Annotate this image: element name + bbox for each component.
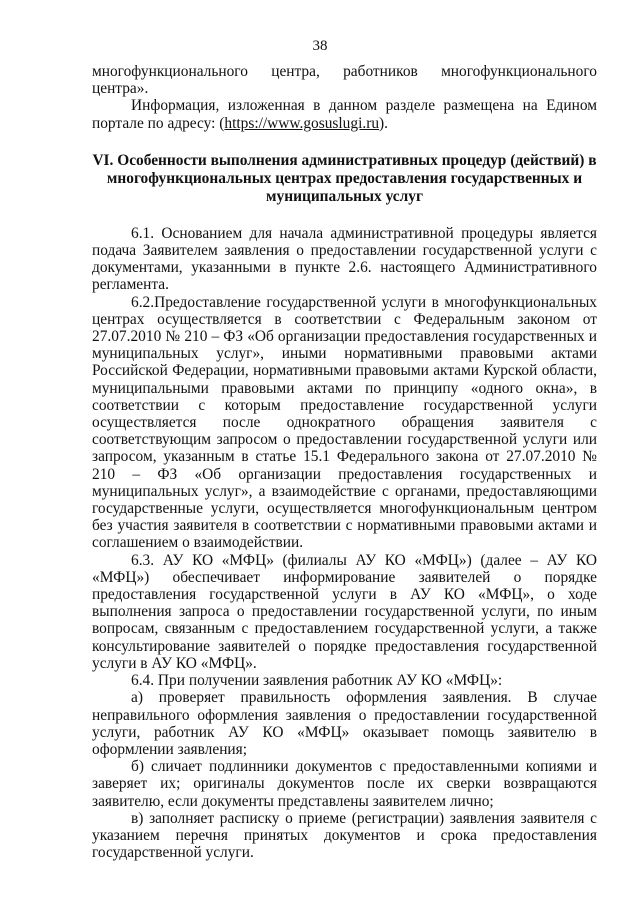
list-item-b: б) сличает подлинники документов с предоставленными копиями и заверяет их; оригиналы документов после их сверки возвращаются заявителю, если документы представлены заявителем лично; xyxy=(92,758,597,810)
paragraph-6-2: 6.2.Предоставление государственной услуги в многофункциональных центрах осуществляется в соответствии с Федеральным законом от 27.07.2010 № 210 – ФЗ «Об организации предоставления государственных и муниципальных услуг», иными нормативными правовыми актами Российской Федерации, нормативными правовыми актами Курской области, муниципальными правовыми актами по принципу «одного окна», в соответствии с которым предоставление государственной услуги осуществляется после однократного обращения заявителя с соответствующим запросом о предоставлении государственной услуги или запросом, указанным в статье 15.1 Федерального закона от 27.07.2010 № 210 – ФЗ «Об организации предоставления государственных и муниципальных услуг», а взаимодействие с органами, предоставляющими государственные услуги, осуществляется многофункциональным центром без участия заявителя в соответствии с нормативными правовыми актами и соглашением о взаимодействии. xyxy=(92,293,597,552)
info-suffix: ). xyxy=(379,114,389,132)
paragraph-6-1: 6.1. Основанием для начала административной процедуры является подача Заявителем заявления о предоставлении государственной услуги с документами, указанными в пункте 2.6. настоящего Административного регламента. xyxy=(92,224,597,294)
page-number: 38 xyxy=(312,38,328,54)
section-heading: VI. Особенности выполнения административных процедур (действий) в многофункциональных центрах предоставления государственных и муниципальных услуг xyxy=(92,151,597,205)
intro-continuation: многофункционального центра, работников многофункционального центра». xyxy=(92,63,597,98)
info-text: Информация, изложенная в данном разделе размещена на Едином портале по адресу: ( xyxy=(92,97,597,132)
info-paragraph xyxy=(92,97,597,131)
paragraph-6-4: 6.4. При получении заявления работник АУ КО «МФЦ»: xyxy=(131,672,503,690)
list-item-v: в) заполняет расписку о приеме (регистрации) заявления заявителя с указанием перечня принятых документов и срока предоставления государственной услуги. xyxy=(92,809,597,862)
document-body xyxy=(92,63,597,861)
list-item-a: а) проверяет правильность оформления заявления. В случае неправильного оформления заявления о предоставлении государственной услуги, работник АУ КО «МФЦ» оказывает помощь заявителю в оформлении заявления; xyxy=(92,689,597,758)
paragraph-6-3: 6.3. АУ КО «МФЦ» (филиалы АУ КО «МФЦ») (далее – АУ КО «МФЦ») обеспечивает информирование заявителей о порядке предоставления государственной услуги в АУ КО «МФЦ», о ходе выполнения запроса о предоставлении государственной услуги, по иным вопросам, связанным с предоставлением государственной услуги, а также консультирование заявителей о порядке предоставления государственной услуги в АУ КО «МФЦ». xyxy=(92,551,597,672)
gosuslugi-link[interactable]: https://www.gosuslugi.ru xyxy=(224,114,380,132)
